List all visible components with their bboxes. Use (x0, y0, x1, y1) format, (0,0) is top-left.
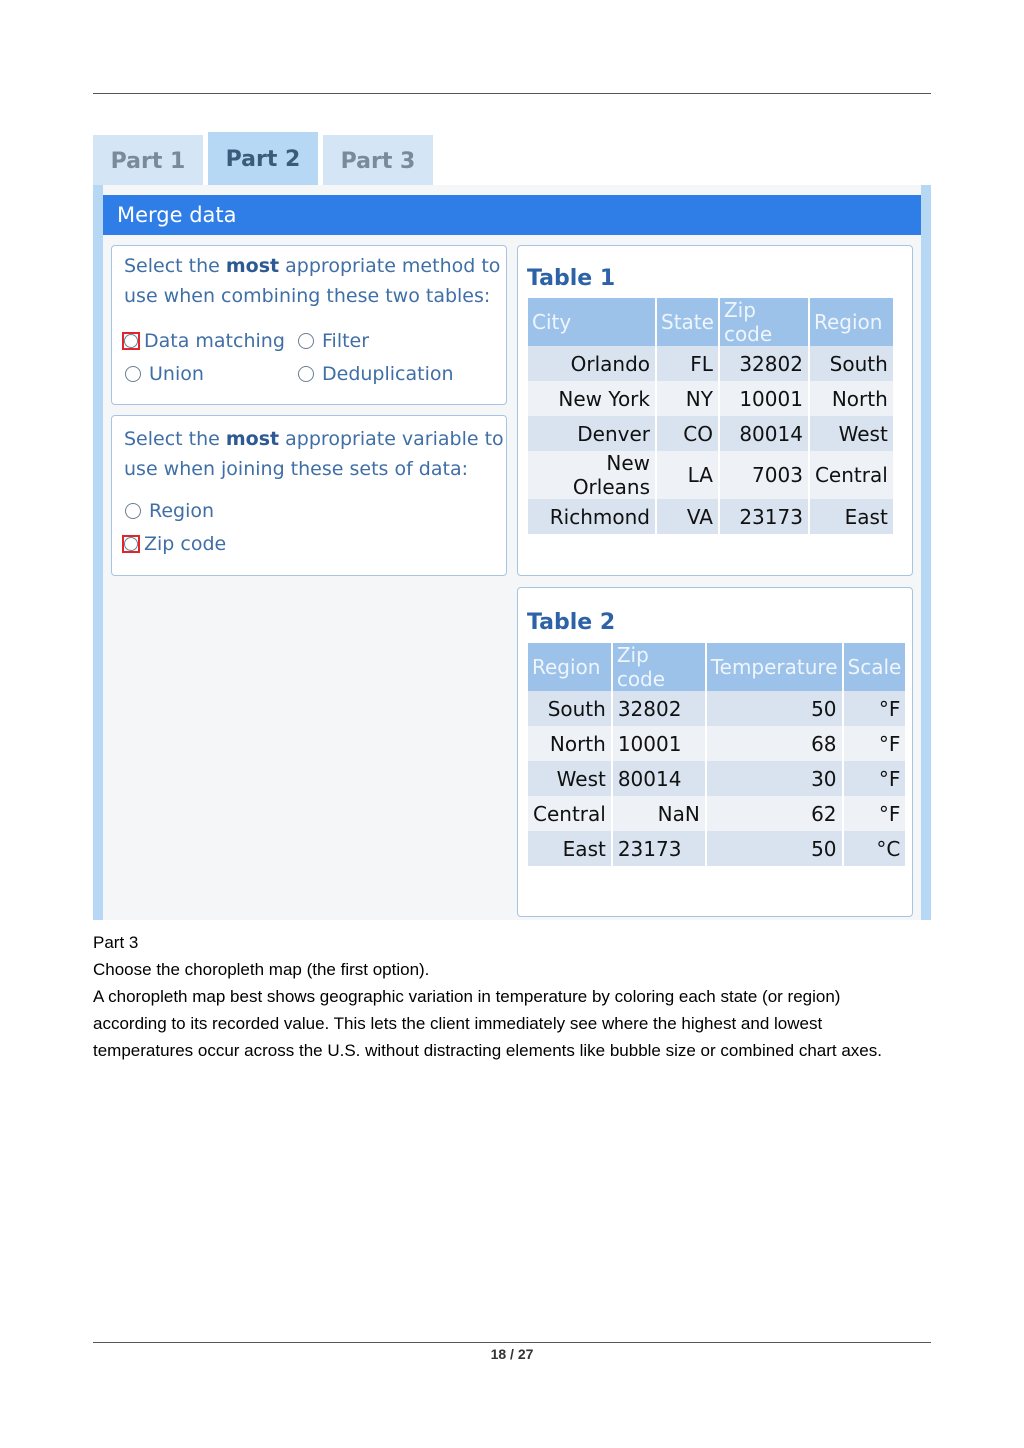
table-1-title: Table 1 (527, 266, 616, 291)
answer-line-1: Choose the choropleth map (the first option). (93, 960, 430, 979)
table-2 (526, 643, 907, 866)
tab-part-3[interactable]: Part 3 (323, 135, 433, 187)
table-2-box (517, 587, 913, 917)
column-header: Region (528, 643, 611, 691)
panel-header (103, 195, 921, 235)
answer-line-3: according to its recorded value. This lets the client immediately see where the highest and lowest (93, 1014, 823, 1033)
table-2-title: Table 2 (527, 610, 616, 635)
table-row: New York NY 10001 North (528, 381, 893, 416)
table-row: East 23173 50 °C (528, 831, 905, 866)
option-deduplication[interactable]: Deduplication (298, 363, 454, 385)
tab-part-1[interactable]: Part 1 (93, 135, 203, 187)
question-1-text: Select the most appropriate method to use when combining these two tables: (124, 255, 501, 307)
column-header: State (657, 298, 718, 346)
column-header: Zip code (613, 643, 705, 691)
table-row: South 32802 50 °F (528, 691, 905, 726)
table-row: Orlando FL 32802 South (528, 346, 893, 381)
question-1-box (111, 245, 507, 405)
question-2-text: Select the most appropriate variable to use when joining these sets of data: (124, 428, 504, 480)
panel-title: Merge data (117, 203, 237, 227)
table-row: Richmond VA 23173 East (528, 499, 893, 534)
option-region[interactable]: Region (125, 500, 214, 522)
table-row: Central NaN 62 °F (528, 796, 905, 831)
radio-icon[interactable] (125, 366, 141, 382)
question-2-box (111, 415, 507, 576)
table-row: North 10001 68 °F (528, 726, 905, 761)
page-number: 18 / 27 (490, 1346, 534, 1362)
option-union[interactable]: Union (125, 363, 204, 385)
radio-icon[interactable] (125, 503, 141, 519)
selected-radio-icon[interactable] (122, 332, 140, 350)
top-rule (93, 93, 931, 94)
table-row: New Orleans LA 7003 Central (528, 451, 893, 499)
radio-icon[interactable] (298, 366, 314, 382)
column-header: City (528, 298, 655, 346)
merge-data-screenshot (93, 130, 931, 920)
table-row: West 80014 30 °F (528, 761, 905, 796)
table-1 (526, 298, 895, 534)
column-header: Temperature (707, 643, 842, 691)
column-header: Zip code (720, 298, 808, 346)
option-filter[interactable]: Filter (298, 330, 369, 352)
answer-line-4: temperatures occur across the U.S. without distracting elements like bubble size or combined chart axes. (93, 1041, 882, 1060)
bottom-rule (93, 1342, 931, 1343)
table-row: Denver CO 80014 West (528, 416, 893, 451)
option-data-matching[interactable]: Data matching (122, 330, 285, 352)
radio-icon[interactable] (298, 333, 314, 349)
tab-part-2[interactable]: Part 2 (208, 132, 318, 187)
content-frame (93, 185, 931, 920)
answer-line-2: A choropleth map best shows geographic variation in temperature by coloring each state (or region) (93, 987, 841, 1006)
table-1-box (517, 245, 913, 576)
answer-heading: Part 3 (93, 933, 139, 952)
column-header: Scale (844, 643, 906, 691)
option-zip-code[interactable]: Zip code (122, 533, 226, 555)
column-header: Region (810, 298, 893, 346)
selected-radio-icon[interactable] (122, 535, 140, 553)
